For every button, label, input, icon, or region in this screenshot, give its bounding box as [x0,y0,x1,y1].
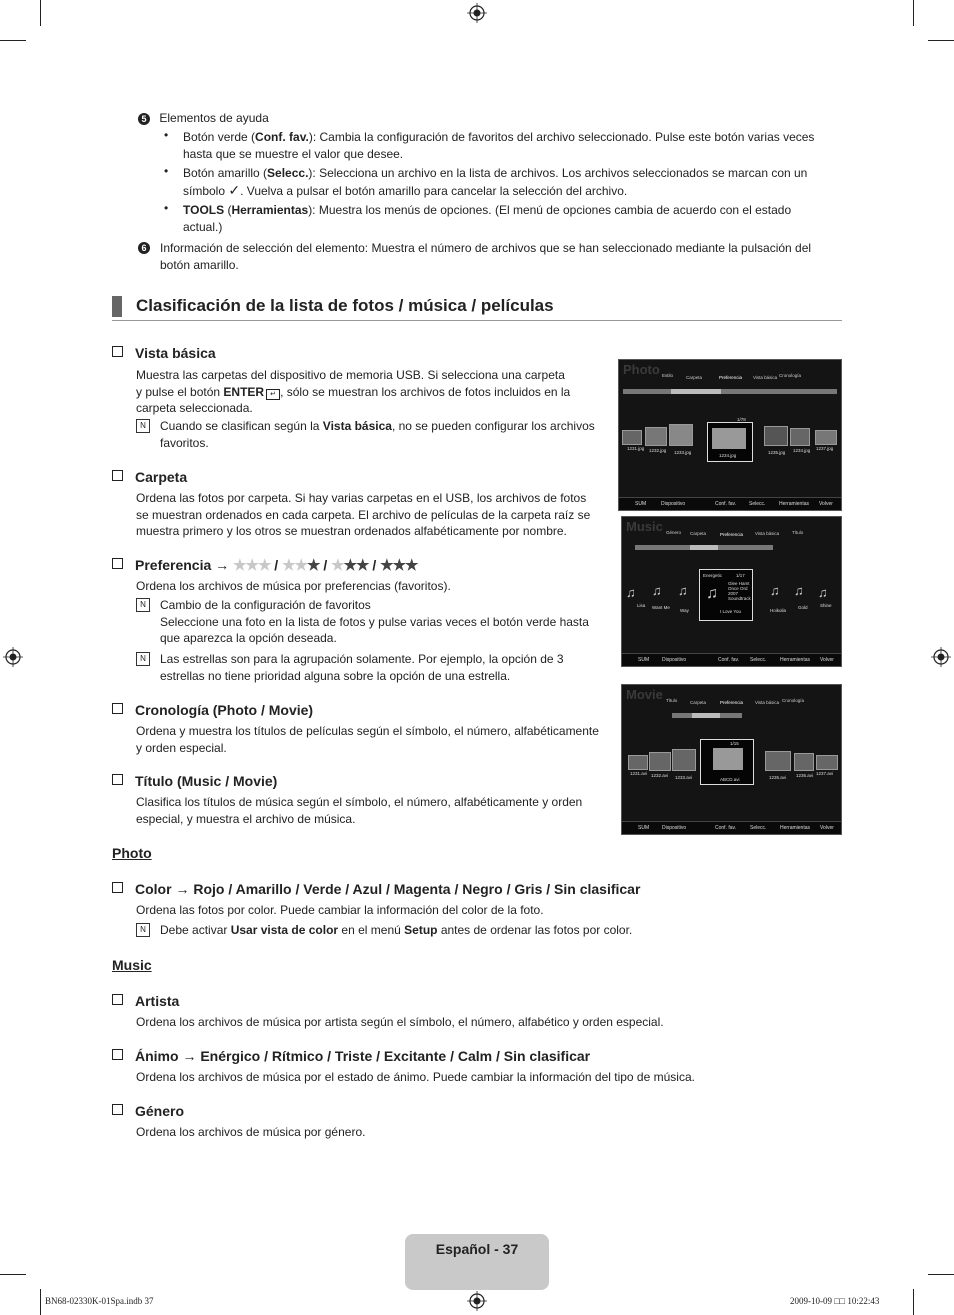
crop-mark [913,0,914,26]
screen-tab: Carpeta [690,700,707,705]
file-name: 1234.jpg [793,448,811,453]
checkbox-square-icon [112,558,123,569]
crop-mark [40,1289,41,1315]
photo-thumb [764,426,788,446]
file-name: 1235.jpg [768,450,786,455]
music-album: Once Ord [728,586,748,591]
screen-progress [623,389,837,394]
file-name: Gold [798,605,808,610]
file-name: 1231.jpg [627,446,645,451]
screen-progress-thumb [690,545,718,550]
print-date: 2009-10-09 □□ 10:22:43 [790,1296,880,1306]
file-name: 1235.avi [769,775,787,780]
screen-footer: SUM Dispositivo Conf. fav. Selecc. Herramientas Volver [622,821,841,834]
screen-tab: Estilo [662,373,674,378]
bullet-icon: • [164,128,169,142]
registration-mark-icon [467,3,487,23]
registration-mark-icon [467,1291,487,1311]
movie-thumb [794,753,814,771]
music-note-icon: ♫ [678,583,688,598]
file-name: 1232.avi [651,773,669,778]
heading-animo: Ánimo → Enérgico / Rítmico / Triste / Excitante / Calm / Sin clasificar [112,1048,590,1064]
screen-tab: Vista básica [755,700,780,705]
file-name: 1236.avi [796,773,814,778]
photo-screen [618,359,842,511]
screen-tab: Carpeta [690,531,707,536]
screen-tab: Título [666,698,678,703]
star-filled-icon: ★ [306,557,320,574]
note-icon: N [136,419,150,433]
music-mood: Energetic [703,573,723,578]
screen-tab: Vista básica [755,531,780,536]
screen-tab-active: Preferencia [720,532,744,537]
music-note-icon: ♫ [794,583,804,598]
music-screen [621,516,842,667]
heading-vista-basica: Vista básica [112,345,216,361]
note-icon: N [136,923,150,937]
animo-text: Ordena los archivos de música por el estado de ánimo. Puede cambiar la información del tipo de música. [136,1070,695,1084]
music-artist: Glee Hamt [728,581,750,586]
registration-mark-icon [931,647,951,667]
screen-tab-active: Preferencia [720,700,744,705]
color-text: Ordena las fotos por color. Puede cambiar la información del color de la foto. [136,903,544,917]
music-note-icon: ♫ [706,585,718,602]
checkbox-square-icon [112,1104,123,1115]
page-number-box [405,1234,549,1290]
screen-title: Photo [623,362,660,377]
music-note-icon: ♫ [652,583,662,598]
titulo-text: Clasifica los títulos de música según el símbolo, el número, alfabéticamente y orden especial, y muestra el archivo de música. [136,795,583,826]
crop-mark [928,40,954,41]
crop-mark [913,1289,914,1315]
crop-mark [0,40,26,41]
checkmark-icon: ✓ [228,182,241,198]
number-6-icon: 6 [138,242,150,254]
heading-carpeta: Carpeta [112,469,187,485]
heading-genero: Género [112,1103,184,1119]
number-5-icon: 5 [138,113,150,125]
heading-preferencia: Preferencia → ★★★ / ★★★ / ★★★ / ★★★ [112,556,417,574]
note-icon: N [136,598,150,612]
file-name: 1237.jpg [816,446,834,451]
screen-tab: Carpeta [686,375,703,380]
movie-screen [621,684,842,835]
heading-titulo: Título (Music / Movie) [112,773,277,789]
section-heading [112,294,842,321]
screen-title: Movie [626,687,663,702]
movie-thumb [649,752,671,771]
registration-mark-icon [3,647,23,667]
checkbox-square-icon [112,470,123,481]
preferencia-note-1: N Cambio de la configuración de favoritos Seleccione una foto en la lista de fotos y pulse varias veces el botón verde hasta que aparezca la opción deseada. [136,597,611,649]
screen-footer: SUM Dispositivo Conf. fav. Selecc. Herramientas Volver [622,653,841,666]
help-tools-button: TOOLS (Herramientas): Muestra los menús de opciones. (El menú de opciones cambia de acuerdo con el estado actual.) [183,203,792,234]
enter-icon: ↵ [266,389,280,400]
heading-cronologia: Cronología (Photo / Movie) [112,702,313,718]
bullet-icon: • [164,201,169,215]
subheading-music: Music [112,957,152,973]
star-empty-icon: ★★ [282,557,307,574]
photo-thumb [790,428,810,446]
subheading-photo: Photo [112,845,152,861]
vista-basica-note: N Cuando se clasifican según la Vista básica, no se pueden configurar los archivos favoritos. [136,418,611,452]
vista-basica-text: Muestra las carpetas del dispositivo de memoria USB. Si selecciona una carpeta y pulse el botón ENTER ↵ , sólo se muestran los archivos de fotos incluidos en la carpeta seleccionada. [136,368,571,415]
file-name: ABCD.avi [720,777,740,782]
color-note: N Debe activar Usar vista de color en el menú Setup antes de ordenar las fotos por color. [136,922,836,940]
file-name: Lisa [637,603,646,608]
file-name: 1233.avi [675,775,693,780]
movie-thumb [628,755,648,770]
crop-mark [928,1274,954,1275]
star-filled-icon: ★★★ [380,557,418,574]
screen-footer: SUM Dispositivo Conf. fav. Selecc. Herramientas Volver [619,497,841,510]
carpeta-text: Ordena las fotos por carpeta. Si hay varias carpetas en el USB, los archivos de fotos se muestran ordenados en cada carpeta. El archivo de películas de la carpeta raíz se muestra primero y los otros se muestran ordenados alfabéticamente por nombre. [136,491,591,538]
file-name: 1234.jpg [719,453,737,458]
rating-count: 1/15 [730,741,739,746]
photo-thumb [815,430,837,445]
screen-tab: Género [666,530,682,535]
file-name: I Love You [720,609,742,614]
screen-progress-thumb [671,389,721,394]
genero-text: Ordena los archivos de música por género. [136,1125,366,1139]
music-note-icon: ♫ [770,583,780,598]
preferencia-note-2: N Las estrellas son para la agrupación solamente. Por ejemplo, la opción de 3 estrellas no tiene prioridad alguna sobre la opción de una estrella. [136,651,611,685]
heading-color: Color → Rojo / Amarillo / Verde / Azul / Magenta / Negro / Gris / Sin clasificar [112,881,640,897]
heading-artista: Artista [112,993,179,1009]
screen-tab: Cronología [779,373,802,378]
help-item-6: 6 Información de selección del elemento: Muestra el número de archivos que se han seleccionado mediante la pulsación del botón amarillo. [138,240,838,274]
screen-tab: Título [792,530,804,535]
file-name: 1231.avi [630,771,648,776]
screen-tab: Vista básica [753,375,778,380]
section-title: Clasificación de la lista de fotos / música / películas [136,296,554,315]
checkbox-square-icon [112,1049,123,1060]
photo-thumb [669,424,693,446]
crop-mark [0,1274,26,1275]
music-genre: Soundtrack [728,596,751,601]
file-name: 1233.jpg [674,450,692,455]
cronologia-text: Ordena y muestra los títulos de películas según el símbolo, el número, alfabéticamente y orden especial. [136,724,599,755]
checkbox-square-icon [112,774,123,785]
music-count: 1/17 [736,573,745,578]
page-number: Español - 37 [435,1241,519,1257]
bullet-icon: • [164,164,169,178]
file-name: Shine [820,603,832,608]
file-name: 1232.jpg [649,448,667,453]
checkbox-square-icon [112,346,123,357]
artista-text: Ordena los archivos de música por artista según el símbolo, el número, alfabético y orden especial. [136,1015,664,1029]
file-name: Way [680,608,689,613]
heading-bar [112,296,122,317]
file-name: 1237.avi [816,771,834,776]
checkbox-square-icon [112,882,123,893]
rating-count: 1/78 [737,417,746,422]
crop-mark [40,0,41,26]
star-filled-icon: ★★ [343,557,369,574]
checkbox-square-icon [112,994,123,1005]
music-note-icon: ♫ [626,585,636,600]
photo-thumb [622,430,642,445]
screen-title: Music [626,519,663,534]
music-note-icon: ♫ [818,585,828,600]
preferencia-text: Ordena los archivos de música por preferencias (favoritos). [136,579,451,593]
screen-progress-thumb [692,713,720,718]
photo-thumb [645,427,667,446]
movie-thumb [765,751,791,771]
file-name: Want Me [652,605,670,610]
screen-tab: Cronología [782,698,805,703]
file-info: BN68-02330K-01Spa.indb 37 [45,1296,154,1306]
help-green-button: Botón verde (Conf. fav.): Cambia la configuración de favoritos del archivo seleccionado. Pulse este botón varias veces hasta que se muestre el valor que desee. [183,130,815,161]
checkbox-square-icon [112,703,123,714]
music-year: 2007 [728,591,739,596]
movie-thumb [672,749,696,771]
help-yellow-button: Botón amarillo (Selecc.): Selecciona un archivo en la lista de archivos. Los archivos seleccionados se marcan con un símbolo ✓. Vuelva a pulsar el botón amarillo para cancelar la selección del archivo. [183,166,808,198]
star-empty-icon: ★ [331,557,344,574]
help-item-5: 5 Elementos de ayuda [138,110,269,127]
movie-thumb [816,755,838,770]
file-name: Hoikoila [770,608,787,613]
star-empty-icon: ★★★ [233,557,271,574]
screen-tab-active: Preferencia [719,375,743,380]
note-icon: N [136,652,150,666]
